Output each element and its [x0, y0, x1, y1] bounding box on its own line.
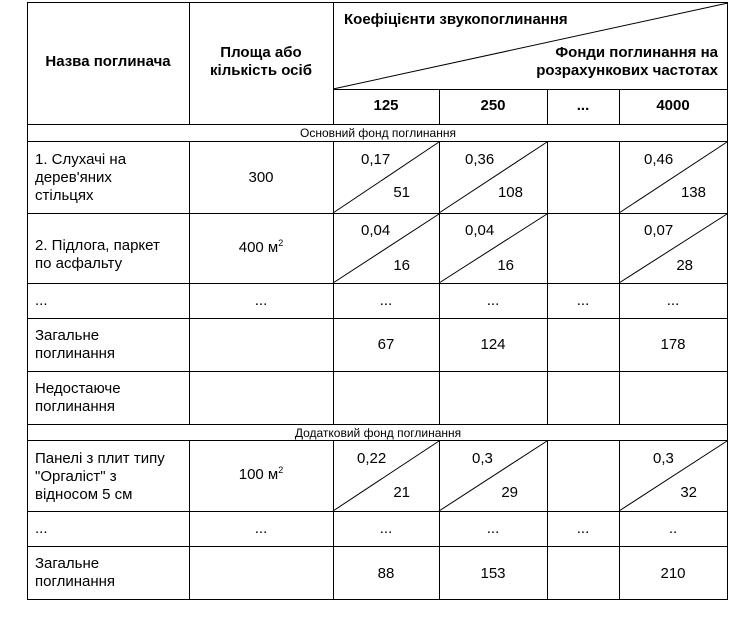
- row-total1-name: [35, 327, 115, 363]
- row-panels-area-value: 100 м: [238, 466, 279, 483]
- row-ellipsis2-dots: ...: [576, 520, 590, 537]
- row-total1-name-2: поглинання: [35, 345, 116, 362]
- row-ellipsis1-4000: ...: [666, 292, 680, 309]
- row-missing-name-2: поглинання: [35, 398, 116, 415]
- header-fund-line-1: Фонди поглинання на: [555, 44, 718, 61]
- row-listeners-name-2: дерев'яних: [35, 169, 112, 186]
- header-freq-4000: 4000: [656, 97, 690, 114]
- header-name-column: [45, 53, 170, 71]
- row-floor-name: [35, 237, 160, 273]
- row-floor-250-coef: 0,04: [465, 222, 495, 239]
- row-ellipsis1-area: ...: [254, 292, 268, 309]
- row-floor-name-1: 2. Підлога, паркет: [35, 237, 160, 254]
- row-panels-125-fund: 21: [393, 484, 410, 501]
- header-area-column: [210, 44, 312, 80]
- row-ellipsis2-4000: ..: [668, 520, 678, 537]
- row-floor-125-fund: 16: [393, 257, 410, 274]
- row-total2-125: 88: [377, 565, 395, 582]
- row-panels-name-3: відносом 5 см: [35, 486, 133, 503]
- row-listeners-250-fund: 108: [497, 184, 523, 201]
- row-floor-area-value: 400 м: [238, 239, 279, 256]
- header-freq-dots: ...: [576, 97, 590, 114]
- row-floor-area: [239, 239, 284, 257]
- row-ellipsis2-name: ...: [35, 520, 48, 537]
- row-total2-250: 153: [480, 565, 506, 582]
- row-listeners-name: [35, 151, 126, 205]
- row-missing-name-1: Недостаюче: [35, 380, 121, 397]
- row-total2-name: [35, 555, 115, 591]
- row-floor-125-coef: 0,04: [361, 222, 391, 239]
- row-total2-4000: 210: [660, 565, 686, 582]
- row-total1-name-1: Загальне: [35, 327, 100, 344]
- row-total2-name-1: Загальне: [35, 555, 100, 572]
- row-floor-area-exponent: 2: [278, 238, 284, 248]
- row-panels-area-exponent: 2: [278, 465, 284, 475]
- row-panels-125-coef: 0,22: [357, 450, 387, 467]
- header-fund-title: [536, 44, 718, 80]
- row-floor-name-2: по асфальту: [35, 255, 123, 272]
- row-listeners-name-1: 1. Слухачі на: [35, 151, 127, 168]
- row-listeners-4000-coef: 0,46: [644, 151, 674, 168]
- row-total1-4000: 178: [660, 336, 686, 353]
- row-missing-name: [35, 380, 121, 416]
- row-listeners-name-3: стільцях: [35, 187, 94, 204]
- row-ellipsis2-area: ...: [254, 520, 268, 537]
- row-listeners-4000-fund: 138: [680, 184, 706, 201]
- section-extra-title: Додатковий фонд поглинання: [294, 426, 462, 440]
- row-panels-area: [239, 466, 284, 484]
- row-ellipsis1-125: ...: [379, 292, 393, 309]
- section-main-title: Основний фонд поглинання: [300, 126, 456, 140]
- header-name-line: Назва поглинача: [45, 53, 171, 70]
- row-ellipsis1-name: ...: [35, 292, 48, 309]
- row-panels-250-fund: 29: [501, 484, 518, 501]
- row-ellipsis2-250: ...: [486, 520, 500, 537]
- row-floor-250-fund: 16: [497, 257, 514, 274]
- row-ellipsis1-250: ...: [486, 292, 500, 309]
- row-total2-name-2: поглинання: [35, 573, 116, 590]
- header-area-line-1: Площа або: [220, 44, 302, 61]
- row-panels-4000-fund: 32: [680, 484, 697, 501]
- row-panels-name-1: Панелі з плит типу: [35, 450, 165, 467]
- row-ellipsis2-125: ...: [379, 520, 393, 537]
- row-panels-name: [35, 450, 165, 504]
- row-listeners-125-fund: 51: [393, 184, 410, 201]
- header-coef-title: Коефіцієнти звукопоглинання: [344, 11, 568, 28]
- row-listeners-125-coef: 0,17: [361, 151, 391, 168]
- row-total1-125: 67: [377, 336, 395, 353]
- row-total1-250: 124: [480, 336, 506, 353]
- row-panels-name-2: "Оргаліст" з: [35, 468, 117, 485]
- row-ellipsis1-dots: ...: [576, 292, 590, 309]
- row-floor-4000-fund: 28: [676, 257, 693, 274]
- header-area-line-2: кількість осіб: [210, 62, 312, 79]
- row-floor-4000-coef: 0,07: [644, 222, 674, 239]
- header-freq-250: 250: [480, 97, 506, 114]
- row-panels-4000-coef: 0,3: [653, 450, 674, 467]
- header-freq-125: 125: [373, 97, 399, 114]
- row-listeners-250-coef: 0,36: [465, 151, 495, 168]
- row-panels-250-coef: 0,3: [472, 450, 493, 467]
- row-listeners-area: 300: [248, 169, 274, 186]
- header-fund-line-2: розрахункових частотах: [536, 62, 718, 79]
